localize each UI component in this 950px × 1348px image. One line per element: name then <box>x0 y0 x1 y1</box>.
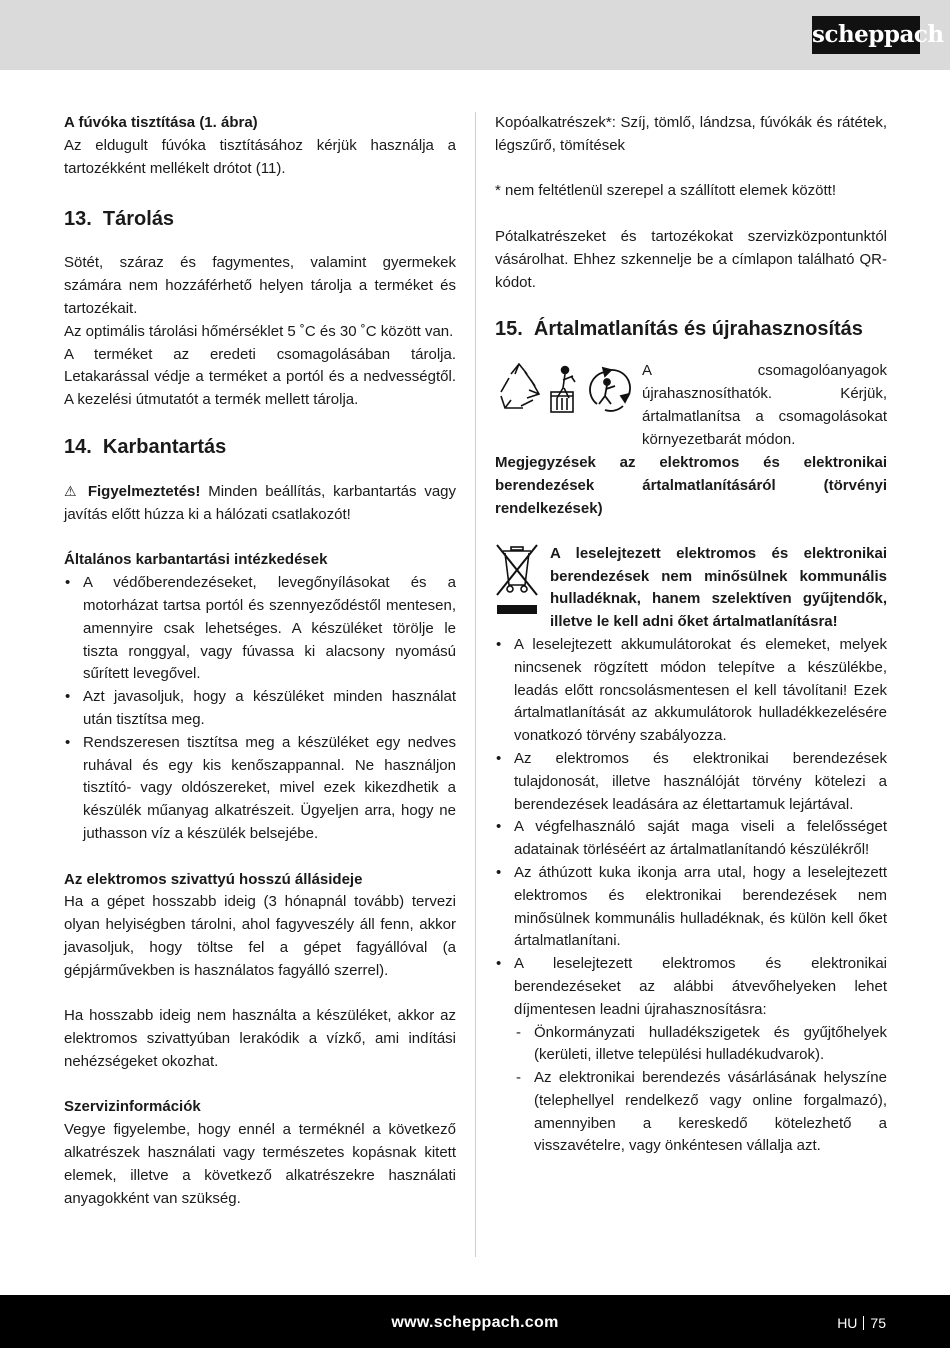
list-item <box>495 953 887 1158</box>
general-maintenance-list <box>64 572 456 846</box>
service-title: Szervizinformációk <box>64 1098 201 1116</box>
list-item: • Azt javasoljuk, hogy a készüléket minden használat után tisztítsa meg. <box>64 686 456 732</box>
recycle-icon <box>501 364 539 408</box>
standby-title: Az elektromos szivattyú hosszú állásideje <box>64 870 363 888</box>
scheppach-logo: scheppach <box>812 16 920 54</box>
collection-points-list <box>514 1022 887 1159</box>
standby-paragraph-2: Ha hosszabb ideig nem használta a készüléket, akkor az elektromos szivattyúban lerakódik a vízkő, ami indítási nehézségeket okozhat. <box>64 1007 456 1070</box>
language-code: HU <box>837 1315 858 1331</box>
weee-notes-title: Megjegyzések az elektromos és elektronikai berendezések ártalmatlanításáról (törvényi rendelkezések) <box>495 454 887 517</box>
weee-text: A leselejtezett elektromos és elektronikai berendezések nem minősülnek kommunális hulladéknak, hanem szelektíven gyűjtendők, illetve le kell adni őket ártalmatlanításra! <box>550 544 887 631</box>
storage-paragraph-3: A terméket az eredeti csomagolásában tárolja. Letakarással védje a terméket a portól és a nedvességtől. A kezelési útmutatót a termék mellett tárolja. <box>64 345 456 409</box>
storage-heading: 13. Tárolás <box>64 208 175 231</box>
sub-list-item: - Önkormányzati hulladékszigetek és gyűjtőhelyek (kerületi, illetve települési hulladékudvarok). <box>514 1022 887 1068</box>
list-item-text: A leselejtezett elektromos és elektronikai berendezéseket az alábbi átvevőhelyeken lehet díjmentesen leadni újrahasznosításra: <box>514 955 887 1018</box>
packaging-text: A csomagolóanyagok újrahasznosíthatók. Kérjük, ártalmatlanítsa a csomagolásokat környezetbarát módon. <box>642 362 887 448</box>
list-item: • Az elektromos és elektronikai berendezések tulajdonosát, illetve használóját törvény kötelezi a berendezések leadására az élettartamuk lejártával. <box>495 748 887 816</box>
list-item: • A végfelhasználó saját maga viseli a felelősséget adatainak törléséért az ártalmatlanítandó készülékről! <box>495 816 887 862</box>
warning-text: Minden beállítás, karbantartás vagy javítás előtt húzza ki a hálózati csatlakozót! <box>64 482 457 523</box>
right-column <box>495 112 887 1158</box>
page-value: 75 <box>870 1315 886 1331</box>
list-item: • A védőberendezéseket, levegőnyílásokat és a motorházat tartsa portól és szennyeződéstől mentesen, amennyire csak lehetséges. A készüléket törölje le tiszta ronggyal, vagy fúvassa ki alacsony nyomású sűrített levegővel. <box>64 572 456 686</box>
spare-parts-text: Pótalkatrészeket és tartozékokat szervizközpontunktól vásárolhat. Ehhez szkennelje be a címlapon található QR-kódot. <box>495 227 887 291</box>
wear-parts-text: Kopóalkatrészek*: Szíj, tömlő, lándzsa, fúvókák és rátétek, légszűrő, tömítések <box>495 114 887 154</box>
sub-list-item: - Az elektronikai berendezés vásárlásának helyszíne (telephellyel rendelkező vagy online forgalmazó), amennyiben a kereskedő kötelezhető a visszavételre, vagy önkéntesen vállalja azt. <box>514 1067 887 1158</box>
storage-paragraph-1: Sötét, száraz és fagymentes, valamint gyermekek számára nem hozzáférhető helyen tárolja a terméket és tartozékait. <box>64 254 456 317</box>
footer-url[interactable]: www.scheppach.com <box>391 1314 559 1331</box>
recycle-person-icon <box>590 368 630 411</box>
nozzle-title: A fúvóka tisztítása (1. ábra) <box>64 114 258 131</box>
list-item: • Rendszeresen tisztítsa meg a készüléket egy nedves ruhával és egy kis kenőszappannal. Ne használjon tisztító- vagy oldószereket, mivel ezek kikezdhetik a készülék műanyag alkatrészeit. Ügyeljen arra, hogy ne juthasson víz a készülék belsejébe. <box>64 732 456 846</box>
storage-paragraph-2: Az optimális tárolási hőmérséklet 5 ˚C és 30 ˚C között van. <box>64 322 454 340</box>
page-number <box>837 1313 886 1333</box>
packaging-row <box>495 360 887 452</box>
warning-label: Figyelmeztetés! <box>87 482 201 500</box>
warning-paragraph <box>64 480 456 527</box>
standby-paragraph-1: Ha a gépet hosszabb ideig (3 hónapnál tovább) tervezi olyan helyiségben tárolni, ahol fagyveszély áll fenn, akkor javasoljuk, hogy töltse fel a gépet fagyállóval (a gépjárművekben is használatos fagyálló szerrel). <box>64 893 456 979</box>
nozzle-text: Az eldugult fúvóka tisztításához kérjük használja a tartozékként mellékelt drótot (11). <box>64 136 456 177</box>
column-divider <box>475 112 476 1257</box>
list-item: • A leselejtezett akkumulátorokat és elemeket, melyek nincsenek rögzített módon telepítve a készülékbe, leadás előtt roncsolásmentesen el kell távolítani! Ezek ártalmatlanítását az akkumulátorok hulladékkezelésére vonatkozó törvény szabályozza. <box>495 634 887 748</box>
disposal-heading: 15. Ártalmatlanítás és újrahasznosítás <box>495 318 863 341</box>
weee-list <box>495 634 887 1158</box>
list-item: • Az áthúzott kuka ikonja arra utal, hogy a leselejtezett elektromos és elektronikai berendezések nem minősülnek kommunális hulladéknak, és külön kell őket ártalmatlanítani. <box>495 862 887 953</box>
weee-row <box>495 543 887 634</box>
crossed-bin-icon <box>495 543 539 617</box>
packaging-icons-svg <box>495 360 635 416</box>
maintenance-heading: 14. Karbantartás <box>64 435 227 458</box>
left-column <box>64 112 456 1210</box>
packaging-icons <box>495 360 635 420</box>
footnote-text: * nem feltétlenül szerepel a szállított elemek között! <box>495 182 837 200</box>
header-bar <box>0 0 950 70</box>
general-maintenance-title: Általános karbantartási intézkedések <box>64 551 328 569</box>
tidyman-bin-icon <box>551 367 575 413</box>
warning-icon: ⚠ <box>64 482 77 499</box>
service-text: Vegye figyelembe, hogy ennél a terméknél a következő alkatrészek használati vagy természetes kopásnak kitett elemek, illetve a következő alkatrészekre használati anyagokként van szükség. <box>64 1121 456 1207</box>
